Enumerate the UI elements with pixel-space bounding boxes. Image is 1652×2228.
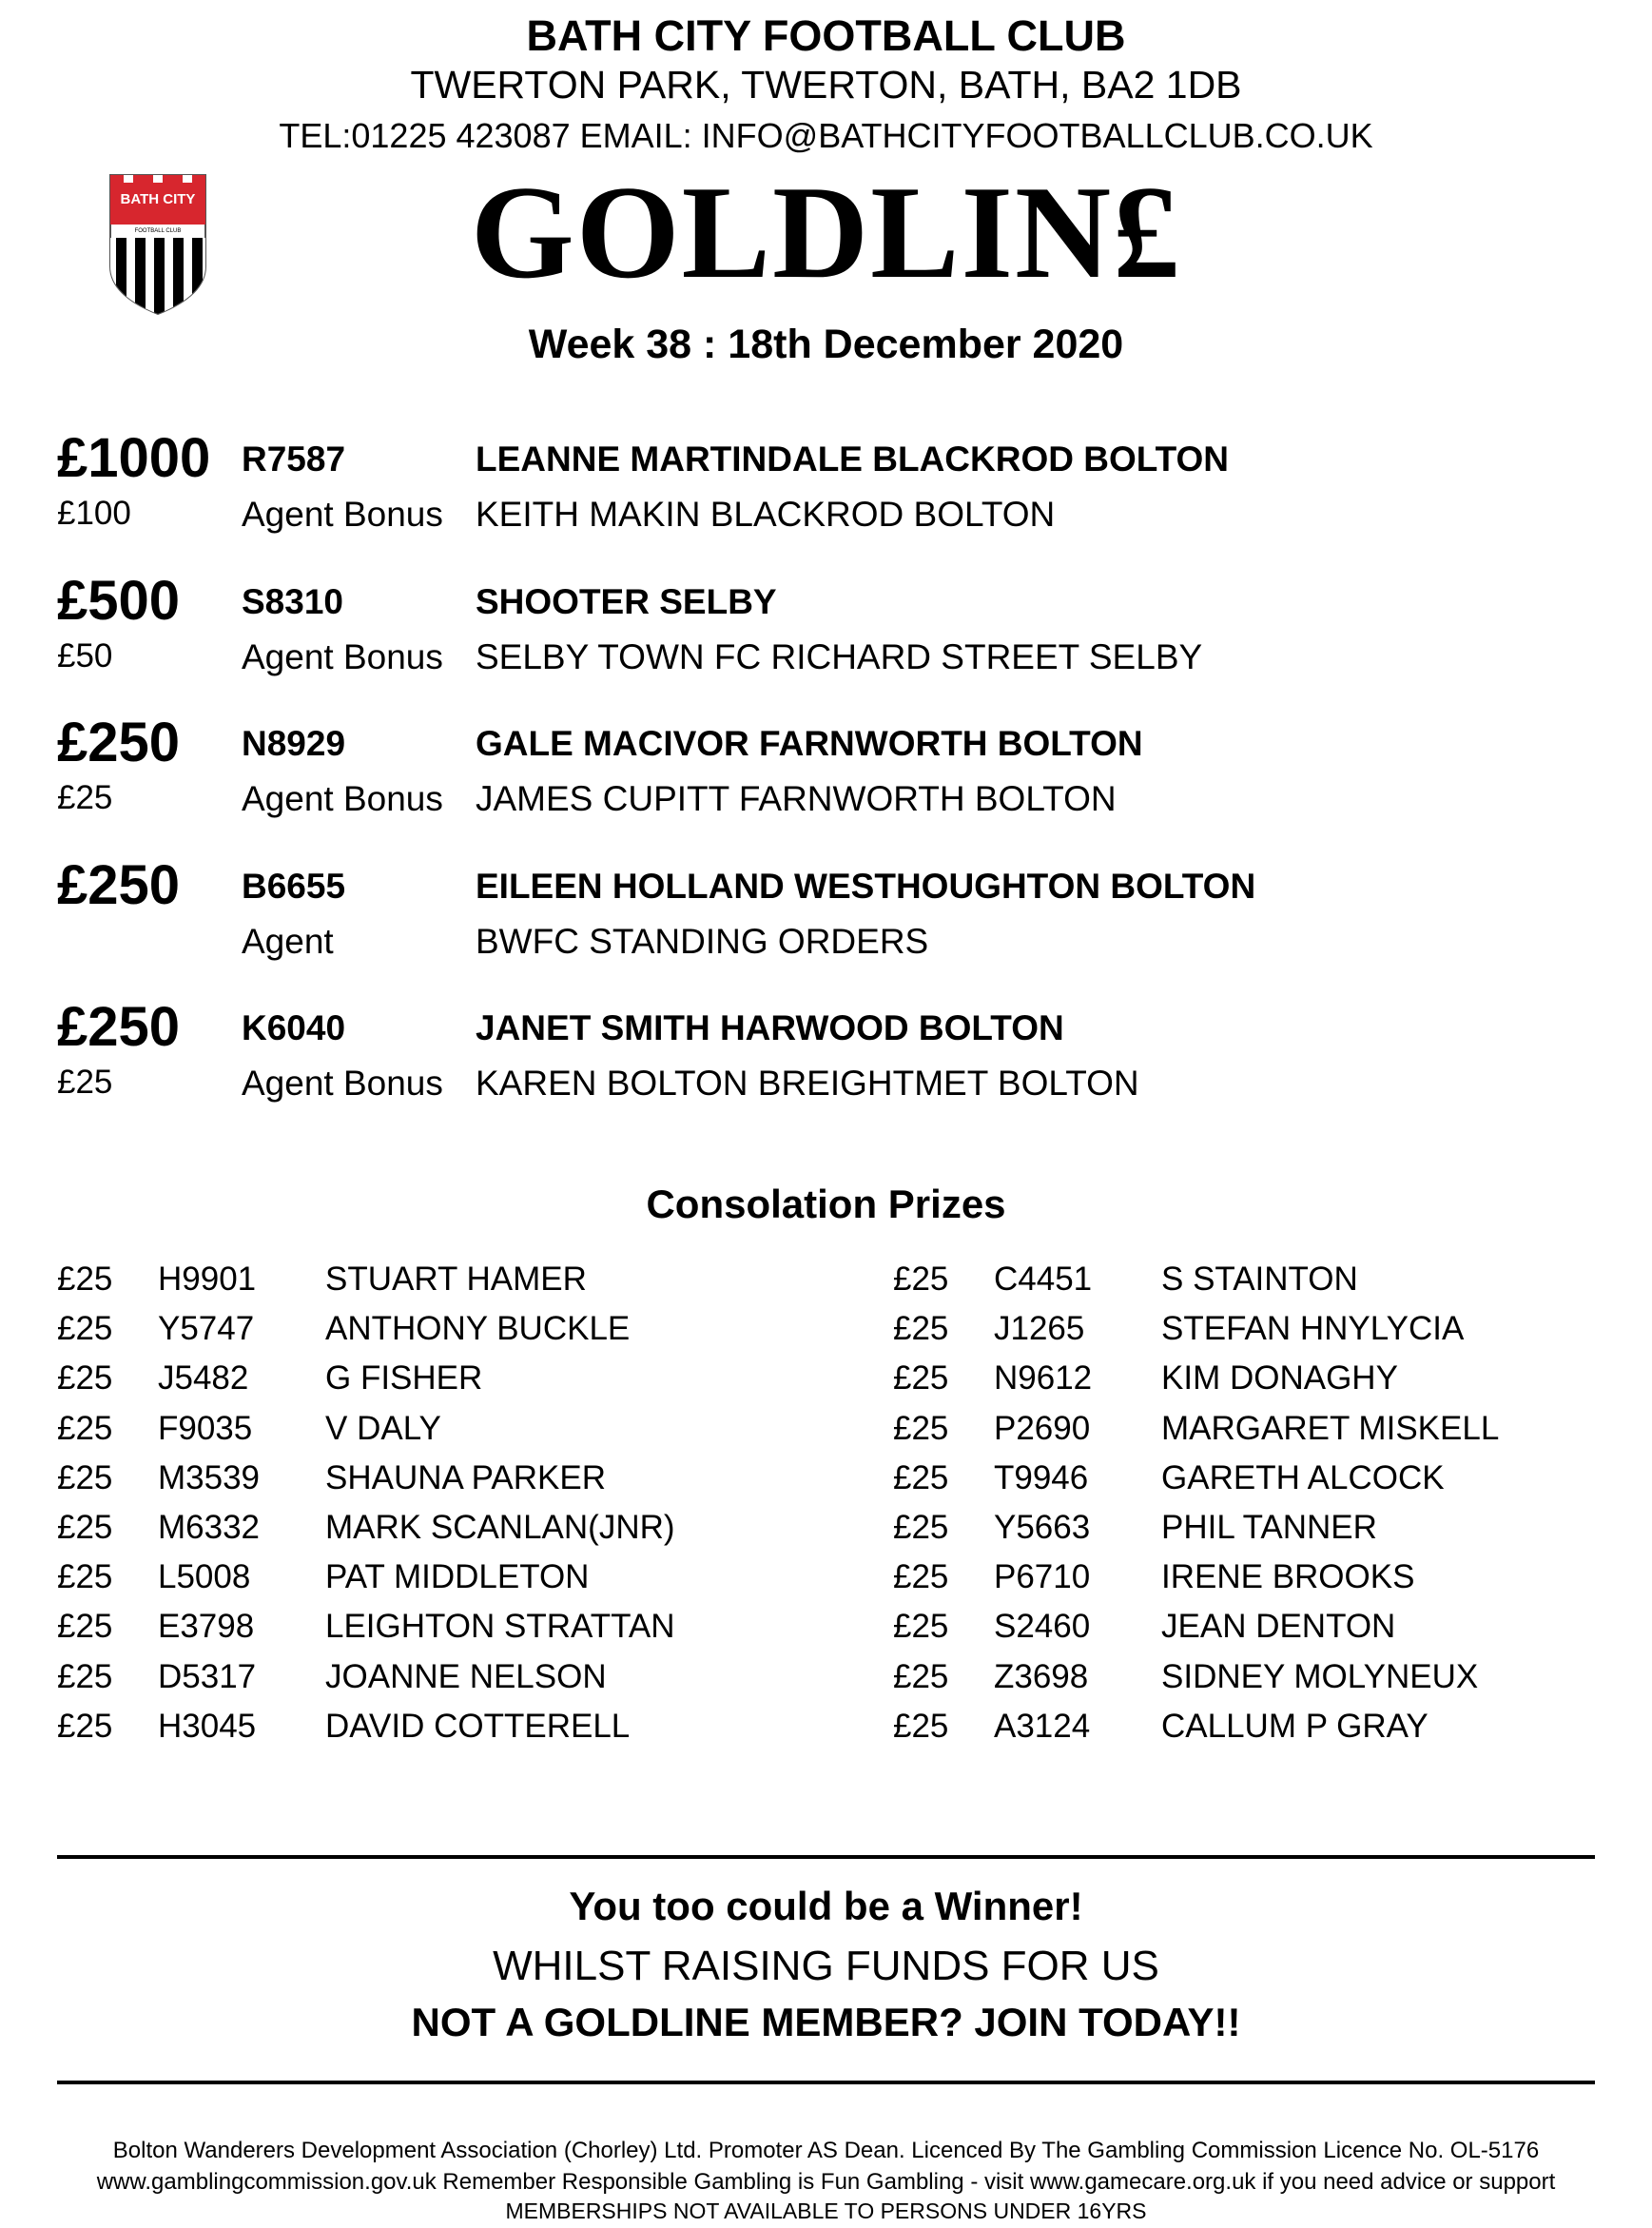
consolation-code: Y5663: [994, 1509, 1091, 1546]
prize-code: R7587: [242, 440, 346, 479]
consolation-amount: £25: [57, 1509, 113, 1546]
prize-code: N8929: [242, 724, 346, 763]
footer-age-line: MEMBERSHIPS NOT AVAILABLE TO PERSONS UNDER 16YRS: [505, 2199, 1147, 2223]
consolation-amount: £25: [893, 1707, 949, 1745]
consolation-amount: £25: [893, 1657, 949, 1695]
consolation-name: STUART HAMER: [325, 1261, 587, 1298]
consolation-code: J1265: [994, 1310, 1085, 1348]
divider-bottom: [57, 2081, 1595, 2084]
week-date: Week 38 : 18th December 2020: [528, 322, 1124, 367]
agent-bonus-amount: £25: [57, 1064, 113, 1101]
agent-bonus-amount: £50: [57, 637, 113, 674]
consolation-name: G FISHER: [325, 1359, 483, 1397]
consolation-name: MARK SCANLAN(JNR): [325, 1509, 675, 1546]
agent-bonus-row: [0, 495, 1652, 552]
agent-label: Agent: [242, 922, 334, 961]
consolation-amount: £25: [57, 1310, 113, 1348]
agent-name: KAREN BOLTON BREIGHTMET BOLTON: [476, 1064, 1139, 1103]
consolation-name: CALLUM P GRAY: [1161, 1707, 1428, 1745]
crest-text: BATH CITY: [120, 191, 196, 207]
main-prize-row: [0, 712, 1652, 781]
main-prize-row: [0, 570, 1652, 639]
winner-tagline: You too could be a Winner!: [569, 1884, 1083, 1928]
consolation-name: JEAN DENTON: [1161, 1608, 1396, 1646]
prize-code: S8310: [242, 582, 343, 621]
consolation-amount: £25: [57, 1657, 113, 1695]
footer-licence-line: Bolton Wanderers Development Association (Chorley) Ltd. Promoter AS Dean. Licenced By The Gambling Commission Licence No. OL-5176: [112, 2138, 1540, 2163]
prize-code: K6040: [242, 1008, 346, 1047]
consolation-title: Consolation Prizes: [646, 1182, 1006, 1226]
consolation-amount: £25: [893, 1558, 949, 1596]
goldline-title: GOLDLIN£: [470, 159, 1182, 306]
divider-top: [57, 1855, 1595, 1859]
consolation-amount: £25: [57, 1558, 113, 1596]
agent-row: [0, 922, 1652, 979]
consolation-amount: £25: [893, 1409, 949, 1447]
main-prize-row: [0, 996, 1652, 1065]
prize-winner-name: LEANNE MARTINDALE BLACKROD BOLTON: [476, 440, 1230, 479]
consolation-name: PHIL TANNER: [1161, 1509, 1377, 1546]
consolation-amount: £25: [893, 1310, 949, 1348]
consolation-amount: £25: [893, 1458, 949, 1496]
prize-amount: £250: [57, 712, 181, 773]
consolation-code: J5482: [158, 1359, 249, 1397]
agent-bonus-amount: £100: [57, 495, 131, 532]
prize-code: B6655: [242, 867, 346, 906]
consolation-name: PAT MIDDLETON: [325, 1558, 590, 1596]
prize-amount: £500: [57, 570, 181, 632]
agent-bonus-row: [0, 779, 1652, 836]
agent-bonus-amount: £25: [57, 779, 113, 816]
prize-amount: £250: [57, 854, 181, 916]
consolation-code: A3124: [994, 1707, 1091, 1745]
club-name: BATH CITY FOOTBALL CLUB: [526, 11, 1126, 60]
consolation-amount: £25: [893, 1509, 949, 1546]
consolation-code: M6332: [158, 1509, 261, 1546]
consolation-code: N9612: [994, 1359, 1093, 1397]
consolation-amount: £25: [57, 1359, 113, 1397]
agent-label: Agent Bonus: [242, 637, 443, 676]
agent-bonus-row: [0, 637, 1652, 694]
raising-funds-line: WHILST RAISING FUNDS FOR US: [493, 1943, 1159, 1989]
consolation-code: M3539: [158, 1458, 261, 1496]
club-contact: TEL:01225 423087 EMAIL: INFO@BATHCITYFOOTBALLCLUB.CO.UK: [279, 116, 1373, 155]
consolation-name: LEIGHTON STRATTAN: [325, 1608, 675, 1646]
consolation-amount: £25: [57, 1608, 113, 1646]
consolation-name: SHAUNA PARKER: [325, 1458, 606, 1496]
consolation-code: H3045: [158, 1707, 257, 1745]
consolation-name: DAVID COTTERELL: [325, 1707, 631, 1745]
agent-name: BWFC STANDING ORDERS: [476, 922, 929, 961]
consolation-name: JOANNE NELSON: [325, 1657, 607, 1695]
consolation-code: C4451: [994, 1261, 1093, 1298]
consolation-amount: £25: [57, 1409, 113, 1447]
prize-winner-name: JANET SMITH HARWOOD BOLTON: [476, 1008, 1064, 1047]
consolation-name: KIM DONAGHY: [1161, 1359, 1398, 1397]
consolation-amount: £25: [893, 1261, 949, 1298]
prize-winner-name: GALE MACIVOR FARNWORTH BOLTON: [476, 724, 1143, 763]
agent-name: JAMES CUPITT FARNWORTH BOLTON: [476, 779, 1117, 818]
agent-name: KEITH MAKIN BLACKROD BOLTON: [476, 495, 1056, 534]
consolation-code: P2690: [994, 1409, 1091, 1447]
prize-amount: £250: [57, 996, 181, 1058]
consolation-code: L5008: [158, 1558, 251, 1596]
consolation-name: V DALY: [325, 1409, 441, 1447]
agent-label: Agent Bonus: [242, 779, 443, 818]
consolation-name: STEFAN HNYLYCIA: [1161, 1310, 1465, 1348]
consolation-code: Y5747: [158, 1310, 255, 1348]
main-prize-row: [0, 427, 1652, 497]
consolation-name: MARGARET MISKELL: [1161, 1409, 1500, 1447]
consolation-amount: £25: [57, 1261, 113, 1298]
join-today-line: NOT A GOLDLINE MEMBER? JOIN TODAY!!: [411, 2000, 1241, 2044]
footer-gambling-line: www.gamblingcommission.gov.uk Remember Responsible Gambling is Fun Gambling - visit www.gamecare.org.uk if you need advice or support: [96, 2169, 1556, 2195]
prize-amount: £1000: [57, 427, 211, 489]
consolation-amount: £25: [57, 1707, 113, 1745]
agent-label: Agent Bonus: [242, 495, 443, 534]
consolation-amount: £25: [893, 1608, 949, 1646]
consolation-code: H9901: [158, 1261, 257, 1298]
consolation-code: D5317: [158, 1657, 257, 1695]
club-address: TWERTON PARK, TWERTON, BATH, BA2 1DB: [410, 63, 1242, 107]
consolation-code: P6710: [994, 1558, 1091, 1596]
consolation-code: T9946: [994, 1458, 1089, 1496]
consolation-amount: £25: [893, 1359, 949, 1397]
consolation-name: ANTHONY BUCKLE: [325, 1310, 631, 1348]
agent-label: Agent Bonus: [242, 1064, 443, 1103]
consolation-code: Z3698: [994, 1657, 1089, 1695]
consolation-amount: £25: [57, 1458, 113, 1496]
agent-bonus-row: [0, 1064, 1652, 1121]
consolation-code: S2460: [994, 1608, 1091, 1646]
crest-subtext: FOOTBALL CLUB: [134, 228, 182, 234]
consolation-name: SIDNEY MOLYNEUX: [1161, 1657, 1479, 1695]
consolation-name: S STAINTON: [1161, 1261, 1358, 1298]
prize-winner-name: EILEEN HOLLAND WESTHOUGHTON BOLTON: [476, 867, 1256, 906]
consolation-name: GARETH ALCOCK: [1161, 1458, 1445, 1496]
consolation-code: F9035: [158, 1409, 253, 1447]
agent-name: SELBY TOWN FC RICHARD STREET SELBY: [476, 637, 1203, 676]
main-prize-row: [0, 854, 1652, 924]
consolation-code: E3798: [158, 1608, 255, 1646]
prize-winner-name: SHOOTER SELBY: [476, 582, 777, 621]
consolation-name: IRENE BROOKS: [1161, 1558, 1415, 1596]
